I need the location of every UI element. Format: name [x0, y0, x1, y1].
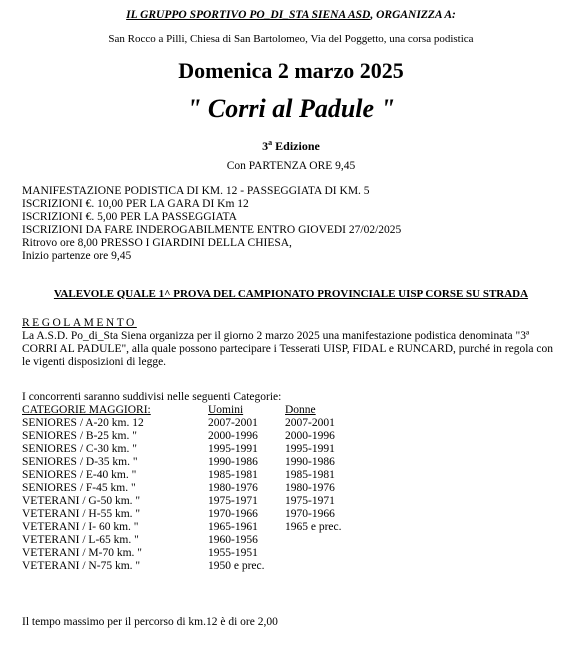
edition-word: Edizione [272, 139, 320, 153]
table-row [22, 495, 365, 508]
category-name: VETERANI / H-55 km. " [22, 508, 141, 520]
table-row [22, 521, 365, 534]
info-line: Inizio partenze ore 9,45 [22, 250, 132, 262]
category-name: SENIORES / B-25 km. " [22, 430, 137, 442]
uomini-years: 1990-1986 [208, 456, 258, 468]
table-row [22, 417, 365, 430]
table-row [22, 547, 365, 560]
category-name: SENIORES / A-20 km. 12 [22, 417, 144, 429]
info-line: Ritrovo ore 8,00 PRESSO I GIARDINI DELLA CHIESA, [22, 237, 292, 249]
event-date: Domenica 2 marzo 2025 [178, 58, 404, 83]
donne-years [285, 534, 365, 547]
edition-superscript: a [268, 138, 273, 147]
edition-number: 3 [262, 139, 269, 153]
donne-years: 1990-1986 [285, 456, 335, 468]
donne-years: 1970-1966 [285, 508, 335, 520]
table-header-row [22, 404, 365, 417]
organizer-line [0, 9, 582, 21]
category-name: SENIORES / E-40 km. " [22, 469, 137, 481]
table-row [22, 469, 365, 482]
donne-years: 1980-1976 [285, 482, 335, 494]
table-row [22, 443, 365, 456]
uomini-years: 2007-2001 [208, 417, 258, 429]
organizer-suffix: , ORGANIZZA A: [370, 9, 456, 21]
max-time-note: Il tempo massimo per il percorso di km.12 è di ore 2,00 [22, 616, 278, 628]
category-name: VETERANI / M-70 km. " [22, 547, 143, 559]
category-name: VETERANI / L-65 km. " [22, 534, 139, 546]
donne-years: 1965 e prec. [285, 521, 342, 533]
donne-years: 2000-1996 [285, 430, 335, 442]
header-uomini: Uomini [208, 404, 244, 416]
category-name: VETERANI / I- 60 km. " [22, 521, 139, 533]
uomini-years: 1955-1951 [208, 547, 258, 559]
regolamento-heading: REGOLAMENTO [22, 317, 137, 329]
race-title: " Corri al Padule " [187, 94, 395, 123]
info-block [22, 185, 401, 263]
donne-years: 1985-1981 [285, 469, 335, 481]
category-name: SENIORES / F-45 km. " [22, 482, 136, 494]
table-row [22, 534, 365, 547]
categories-intro: I concorrenti saranno suddivisi nelle seguenti Categorie: [22, 391, 282, 403]
info-line: MANIFESTAZIONE PODISTICA DI KM. 12 - PASSEGGIATA DI KM. 5 [22, 185, 370, 197]
categories-table [22, 404, 365, 573]
table-row [22, 482, 365, 495]
info-line: ISCRIZIONI €. 10,00 PER LA GARA DI Km 12 [22, 198, 249, 210]
uomini-years: 1950 e prec. [208, 560, 265, 572]
table-row [22, 560, 365, 573]
table-row [22, 430, 365, 443]
category-name: VETERANI / G-50 km. " [22, 495, 141, 507]
donne-years [285, 547, 365, 560]
donne-years: 2007-2001 [285, 417, 335, 429]
header-donne: Donne [285, 404, 316, 416]
uomini-years: 1985-1981 [208, 469, 258, 481]
uomini-years: 1960-1956 [208, 534, 258, 546]
uomini-years: 1965-1961 [208, 521, 258, 533]
category-name: VETERANI / N-75 km. " [22, 560, 141, 572]
table-row [22, 508, 365, 521]
uomini-years: 1995-1991 [208, 443, 258, 455]
info-line: ISCRIZIONI DA FARE INDEROGABILMENTE ENTRO GIOVEDI 27/02/2025 [22, 224, 402, 236]
info-line: ISCRIZIONI €. 5,00 PER LA PASSEGGIATA [22, 211, 237, 223]
uomini-years: 2000-1996 [208, 430, 258, 442]
venue-line: San Rocco a Pilli, Chiesa di San Bartolomeo, Via del Poggetto, una corsa podistica [108, 33, 474, 45]
table-row [22, 456, 365, 469]
donne-years: 1995-1991 [285, 443, 335, 455]
header-category: CATEGORIE MAGGIORI: [22, 404, 151, 416]
uomini-years: 1975-1971 [208, 495, 258, 507]
donne-years [285, 560, 365, 573]
edition-label [0, 138, 582, 154]
start-time-line: Con PARTENZA ORE 9,45 [226, 160, 356, 172]
category-name: SENIORES / C-30 km. " [22, 443, 137, 455]
donne-years: 1975-1971 [285, 495, 335, 507]
organizer-name: IL GRUPPO SPORTIVO PO_DI_STA SIENA ASD [126, 9, 371, 21]
regolamento-text: La A.S.D. Po_di_Sta Siena organizza per il giorno 2 marzo 2025 una manifestazione podistica denominata "3ª CORRI AL PADULE", alla quale possono partecipare i Tesserati UISP, FIDAL e RUNCARD, purché in regola con le vigenti disposizioni di legge. [22, 330, 553, 368]
uomini-years: 1980-1976 [208, 482, 258, 494]
uomini-years: 1970-1966 [208, 508, 258, 520]
championship-line: VALEVOLE QUALE 1^ PROVA DEL CAMPIONATO PROVINCIALE UISP CORSE SU STRADA [53, 288, 529, 300]
category-name: SENIORES / D-35 km. " [22, 456, 138, 468]
